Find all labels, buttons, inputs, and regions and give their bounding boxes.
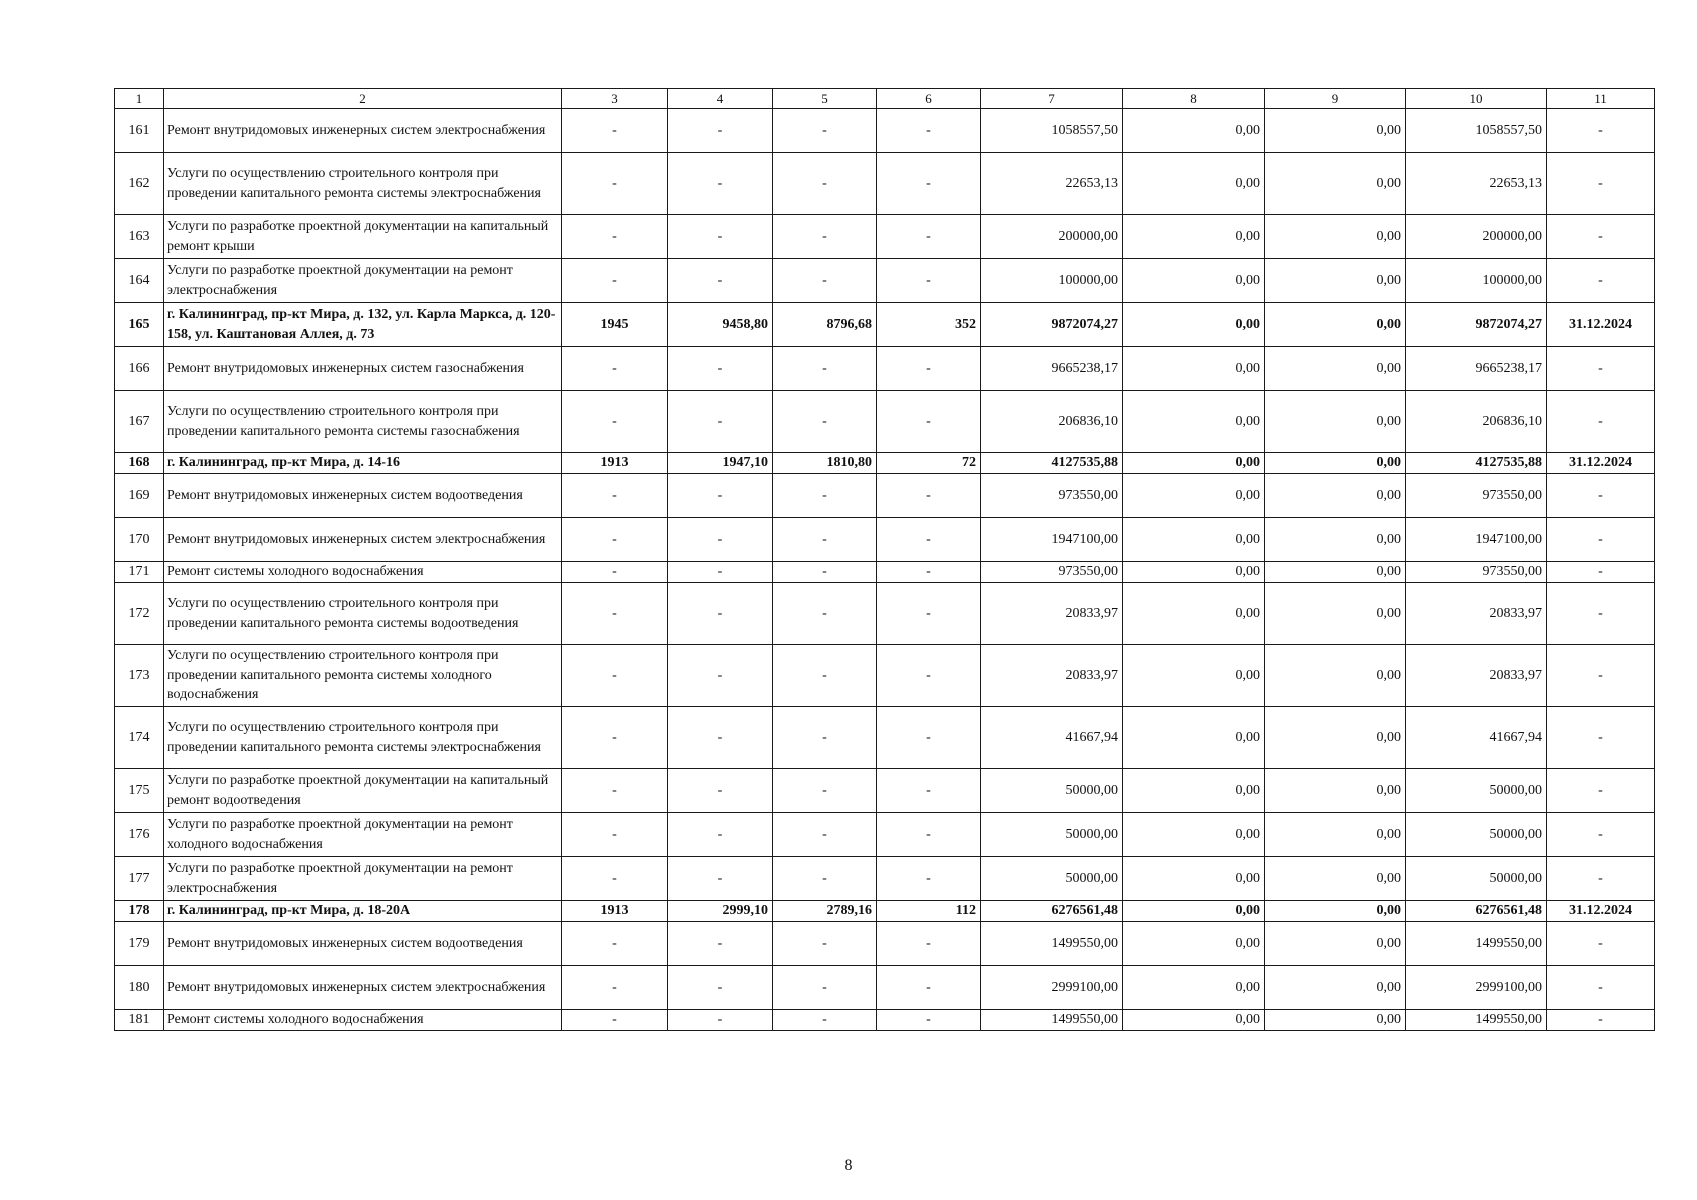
cell-col-4: 2999,10 (668, 901, 773, 922)
cell-col-10: 20833,97 (1406, 583, 1547, 645)
cell-col-11: - (1547, 347, 1655, 391)
row-number: 175 (115, 769, 164, 813)
cell-col-6: - (877, 259, 981, 303)
cell-col-7: 4127535,88 (981, 453, 1123, 474)
cell-col-10: 1499550,00 (1406, 922, 1547, 966)
cell-col-10: 1058557,50 (1406, 109, 1547, 153)
table-row (115, 453, 1655, 474)
cell-col-11: - (1547, 966, 1655, 1010)
cell-col-7: 20833,97 (981, 583, 1123, 645)
row-number: 166 (115, 347, 164, 391)
cell-col-10: 1499550,00 (1406, 1010, 1547, 1031)
cell-col-9: 0,00 (1265, 259, 1406, 303)
header-row (115, 89, 1655, 109)
cell-col-5: - (773, 518, 877, 562)
cell-col-8: 0,00 (1123, 583, 1265, 645)
work-description: Услуги по осуществлению строительного контроля при проведении капитального ремонта системы водоотведения (164, 583, 562, 645)
cell-col-10: 50000,00 (1406, 813, 1547, 857)
cell-col-6: - (877, 583, 981, 645)
table-row (115, 109, 1655, 153)
cell-col-8: 0,00 (1123, 769, 1265, 813)
cell-col-8: 0,00 (1123, 391, 1265, 453)
cell-col-6: - (877, 813, 981, 857)
cell-col-7: 1058557,50 (981, 109, 1123, 153)
cell-col-3: 1945 (562, 303, 668, 347)
cell-col-11: - (1547, 645, 1655, 707)
table-row (115, 347, 1655, 391)
work-description: г. Калининград, пр-кт Мира, д. 132, ул. Карла Маркса, д. 120-158, ул. Каштановая Аллея, д. 73 (164, 303, 562, 347)
cell-col-9: 0,00 (1265, 645, 1406, 707)
cell-col-3: - (562, 259, 668, 303)
cell-col-3: - (562, 966, 668, 1010)
row-number: 171 (115, 562, 164, 583)
cell-col-6: - (877, 645, 981, 707)
cell-col-5: - (773, 583, 877, 645)
cell-col-11: - (1547, 259, 1655, 303)
cell-col-9: 0,00 (1265, 966, 1406, 1010)
cell-col-4: - (668, 583, 773, 645)
row-number: 162 (115, 153, 164, 215)
cell-col-8: 0,00 (1123, 966, 1265, 1010)
cell-col-4: 9458,80 (668, 303, 773, 347)
cell-col-4: - (668, 857, 773, 901)
cell-col-10: 4127535,88 (1406, 453, 1547, 474)
cell-col-10: 20833,97 (1406, 645, 1547, 707)
cell-col-5: - (773, 857, 877, 901)
column-number: 10 (1406, 89, 1547, 109)
work-description: Ремонт внутридомовых инженерных систем электроснабжения (164, 109, 562, 153)
cell-col-11: - (1547, 857, 1655, 901)
work-description: Услуги по разработке проектной документации на ремонт электроснабжения (164, 259, 562, 303)
cell-col-5: - (773, 562, 877, 583)
row-number: 169 (115, 474, 164, 518)
cell-col-3: - (562, 769, 668, 813)
cell-col-3: - (562, 153, 668, 215)
cell-col-3: - (562, 583, 668, 645)
row-number: 167 (115, 391, 164, 453)
cell-col-11: - (1547, 922, 1655, 966)
cell-col-11: - (1547, 153, 1655, 215)
cell-col-11: - (1547, 813, 1655, 857)
cell-col-3: - (562, 813, 668, 857)
cell-col-6: - (877, 1010, 981, 1031)
cell-col-9: 0,00 (1265, 583, 1406, 645)
cell-col-9: 0,00 (1265, 518, 1406, 562)
table-row (115, 391, 1655, 453)
cell-col-5: - (773, 645, 877, 707)
cell-col-5: - (773, 391, 877, 453)
column-number: 4 (668, 89, 773, 109)
cell-col-4: - (668, 645, 773, 707)
cell-col-4: - (668, 109, 773, 153)
column-number: 11 (1547, 89, 1655, 109)
table-row (115, 215, 1655, 259)
cell-col-6: - (877, 707, 981, 769)
cell-col-9: 0,00 (1265, 1010, 1406, 1031)
row-number: 163 (115, 215, 164, 259)
table-row (115, 153, 1655, 215)
table-row (115, 901, 1655, 922)
cell-col-9: 0,00 (1265, 707, 1406, 769)
cell-col-3: - (562, 347, 668, 391)
row-number: 164 (115, 259, 164, 303)
cell-col-9: 0,00 (1265, 347, 1406, 391)
table-row (115, 966, 1655, 1010)
cell-col-4: - (668, 391, 773, 453)
cell-col-10: 206836,10 (1406, 391, 1547, 453)
cell-col-6: - (877, 215, 981, 259)
cell-col-7: 206836,10 (981, 391, 1123, 453)
cell-col-5: - (773, 215, 877, 259)
cell-col-11: 31.12.2024 (1547, 453, 1655, 474)
cell-col-9: 0,00 (1265, 901, 1406, 922)
cell-col-10: 22653,13 (1406, 153, 1547, 215)
cell-col-6: - (877, 769, 981, 813)
work-description: Ремонт системы холодного водоснабжения (164, 562, 562, 583)
cell-col-10: 2999100,00 (1406, 966, 1547, 1010)
cell-col-11: - (1547, 562, 1655, 583)
cell-col-4: 1947,10 (668, 453, 773, 474)
work-description: Ремонт внутридомовых инженерных систем электроснабжения (164, 966, 562, 1010)
cell-col-5: 8796,68 (773, 303, 877, 347)
cell-col-8: 0,00 (1123, 474, 1265, 518)
cell-col-4: - (668, 215, 773, 259)
table-body (115, 89, 1655, 1031)
work-description: Услуги по разработке проектной документации на ремонт электроснабжения (164, 857, 562, 901)
cell-col-3: - (562, 474, 668, 518)
row-number: 179 (115, 922, 164, 966)
page-number: 8 (844, 1157, 853, 1174)
work-description: Ремонт системы холодного водоснабжения (164, 1010, 562, 1031)
cell-col-8: 0,00 (1123, 562, 1265, 583)
cell-col-4: - (668, 474, 773, 518)
column-number: 3 (562, 89, 668, 109)
column-number: 6 (877, 89, 981, 109)
cell-col-11: - (1547, 1010, 1655, 1031)
cell-col-9: 0,00 (1265, 453, 1406, 474)
cell-col-10: 973550,00 (1406, 562, 1547, 583)
cell-col-5: - (773, 966, 877, 1010)
table-row (115, 813, 1655, 857)
column-number: 1 (115, 89, 164, 109)
cell-col-6: - (877, 109, 981, 153)
cell-col-3: - (562, 562, 668, 583)
work-description: Услуги по осуществлению строительного контроля при проведении капитального ремонта системы электроснабжения (164, 707, 562, 769)
table-row (115, 707, 1655, 769)
cell-col-4: - (668, 518, 773, 562)
column-number: 2 (164, 89, 562, 109)
cell-col-11: - (1547, 474, 1655, 518)
cell-col-8: 0,00 (1123, 109, 1265, 153)
cell-col-10: 973550,00 (1406, 474, 1547, 518)
cell-col-3: - (562, 707, 668, 769)
cell-col-6: - (877, 518, 981, 562)
column-number: 9 (1265, 89, 1406, 109)
cell-col-9: 0,00 (1265, 562, 1406, 583)
cell-col-4: - (668, 966, 773, 1010)
cell-col-6: - (877, 153, 981, 215)
work-description: Ремонт внутридомовых инженерных систем водоотведения (164, 922, 562, 966)
cell-col-11: - (1547, 583, 1655, 645)
table-row (115, 922, 1655, 966)
cell-col-4: - (668, 1010, 773, 1031)
cell-col-4: - (668, 153, 773, 215)
cell-col-7: 9872074,27 (981, 303, 1123, 347)
cell-col-4: - (668, 813, 773, 857)
cell-col-3: - (562, 215, 668, 259)
cell-col-7: 1499550,00 (981, 1010, 1123, 1031)
cell-col-8: 0,00 (1123, 453, 1265, 474)
work-description: Услуги по осуществлению строительного контроля при проведении капитального ремонта системы газоснабжения (164, 391, 562, 453)
cell-col-9: 0,00 (1265, 769, 1406, 813)
cell-col-4: - (668, 922, 773, 966)
cell-col-9: 0,00 (1265, 813, 1406, 857)
work-description: Услуги по разработке проектной документации на капитальный ремонт крыши (164, 215, 562, 259)
work-description: Ремонт внутридомовых инженерных систем электроснабжения (164, 518, 562, 562)
table-row (115, 645, 1655, 707)
cell-col-8: 0,00 (1123, 813, 1265, 857)
cell-col-6: - (877, 857, 981, 901)
work-description: Услуги по осуществлению строительного контроля при проведении капитального ремонта системы электроснабжения (164, 153, 562, 215)
cell-col-10: 100000,00 (1406, 259, 1547, 303)
cell-col-11: 31.12.2024 (1547, 901, 1655, 922)
row-number: 176 (115, 813, 164, 857)
cell-col-10: 6276561,48 (1406, 901, 1547, 922)
cell-col-11: - (1547, 518, 1655, 562)
cell-col-5: - (773, 813, 877, 857)
row-number: 180 (115, 966, 164, 1010)
cell-col-5: - (773, 153, 877, 215)
cell-col-4: - (668, 562, 773, 583)
cell-col-8: 0,00 (1123, 645, 1265, 707)
cell-col-8: 0,00 (1123, 707, 1265, 769)
cell-col-11: - (1547, 391, 1655, 453)
cell-col-10: 9872074,27 (1406, 303, 1547, 347)
cell-col-11: 31.12.2024 (1547, 303, 1655, 347)
cell-col-3: - (562, 518, 668, 562)
work-description: Услуги по разработке проектной документации на ремонт холодного водоснабжения (164, 813, 562, 857)
cell-col-7: 200000,00 (981, 215, 1123, 259)
cell-col-8: 0,00 (1123, 215, 1265, 259)
cell-col-9: 0,00 (1265, 153, 1406, 215)
table-row (115, 857, 1655, 901)
cell-col-5: - (773, 922, 877, 966)
table-row (115, 474, 1655, 518)
cell-col-7: 2999100,00 (981, 966, 1123, 1010)
cell-col-3: - (562, 109, 668, 153)
row-number: 168 (115, 453, 164, 474)
row-number: 173 (115, 645, 164, 707)
cell-col-11: - (1547, 769, 1655, 813)
cell-col-3: - (562, 391, 668, 453)
cell-col-7: 50000,00 (981, 857, 1123, 901)
cell-col-8: 0,00 (1123, 901, 1265, 922)
cell-col-3: - (562, 922, 668, 966)
cell-col-6: - (877, 966, 981, 1010)
cell-col-5: - (773, 769, 877, 813)
cell-col-7: 1947100,00 (981, 518, 1123, 562)
cell-col-7: 973550,00 (981, 562, 1123, 583)
cell-col-6: 352 (877, 303, 981, 347)
cell-col-6: - (877, 474, 981, 518)
cell-col-9: 0,00 (1265, 109, 1406, 153)
work-description: Услуги по разработке проектной документации на капитальный ремонт водоотведения (164, 769, 562, 813)
cell-col-10: 200000,00 (1406, 215, 1547, 259)
work-description: Услуги по осуществлению строительного контроля при проведении капитального ремонта системы холодного водоснабжения (164, 645, 562, 707)
cell-col-8: 0,00 (1123, 857, 1265, 901)
cell-col-3: - (562, 645, 668, 707)
cell-col-5: - (773, 109, 877, 153)
cell-col-8: 0,00 (1123, 347, 1265, 391)
cell-col-11: - (1547, 215, 1655, 259)
cell-col-6: - (877, 562, 981, 583)
cell-col-4: - (668, 769, 773, 813)
row-number: 172 (115, 583, 164, 645)
cell-col-7: 973550,00 (981, 474, 1123, 518)
cell-col-3: 1913 (562, 453, 668, 474)
cell-col-10: 1947100,00 (1406, 518, 1547, 562)
cell-col-7: 22653,13 (981, 153, 1123, 215)
cell-col-7: 50000,00 (981, 813, 1123, 857)
cell-col-5: - (773, 259, 877, 303)
row-number: 181 (115, 1010, 164, 1031)
cell-col-6: - (877, 347, 981, 391)
work-description: г. Калининград, пр-кт Мира, д. 18-20А (164, 901, 562, 922)
cell-col-9: 0,00 (1265, 474, 1406, 518)
table-row (115, 518, 1655, 562)
cell-col-3: - (562, 857, 668, 901)
cell-col-5: - (773, 707, 877, 769)
cell-col-9: 0,00 (1265, 303, 1406, 347)
table-row (115, 769, 1655, 813)
cell-col-6: 72 (877, 453, 981, 474)
cell-col-11: - (1547, 109, 1655, 153)
column-number: 5 (773, 89, 877, 109)
cell-col-10: 9665238,17 (1406, 347, 1547, 391)
cell-col-7: 1499550,00 (981, 922, 1123, 966)
cell-col-4: - (668, 347, 773, 391)
cell-col-5: - (773, 347, 877, 391)
table-row (115, 1010, 1655, 1031)
cell-col-8: 0,00 (1123, 518, 1265, 562)
table-row (115, 259, 1655, 303)
row-number: 174 (115, 707, 164, 769)
column-number: 7 (981, 89, 1123, 109)
cell-col-5: - (773, 474, 877, 518)
cell-col-8: 0,00 (1123, 922, 1265, 966)
row-number: 161 (115, 109, 164, 153)
table-row (115, 303, 1655, 347)
cell-col-8: 0,00 (1123, 1010, 1265, 1031)
cell-col-6: 112 (877, 901, 981, 922)
cell-col-9: 0,00 (1265, 922, 1406, 966)
cell-col-8: 0,00 (1123, 153, 1265, 215)
cell-col-4: - (668, 259, 773, 303)
cell-col-7: 41667,94 (981, 707, 1123, 769)
cell-col-10: 41667,94 (1406, 707, 1547, 769)
cell-col-8: 0,00 (1123, 259, 1265, 303)
cell-col-8: 0,00 (1123, 303, 1265, 347)
cell-col-11: - (1547, 707, 1655, 769)
row-number: 178 (115, 901, 164, 922)
work-description: г. Калининград, пр-кт Мира, д. 14-16 (164, 453, 562, 474)
table-row (115, 583, 1655, 645)
cell-col-9: 0,00 (1265, 857, 1406, 901)
cell-col-6: - (877, 922, 981, 966)
cell-col-3: 1913 (562, 901, 668, 922)
cell-col-9: 0,00 (1265, 391, 1406, 453)
cell-col-4: - (668, 707, 773, 769)
cell-col-5: 2789,16 (773, 901, 877, 922)
column-number: 8 (1123, 89, 1265, 109)
cell-col-7: 100000,00 (981, 259, 1123, 303)
cell-col-7: 20833,97 (981, 645, 1123, 707)
row-number: 165 (115, 303, 164, 347)
cell-col-6: - (877, 391, 981, 453)
work-description: Ремонт внутридомовых инженерных систем водоотведения (164, 474, 562, 518)
cell-col-7: 9665238,17 (981, 347, 1123, 391)
table-row (115, 562, 1655, 583)
cell-col-5: 1810,80 (773, 453, 877, 474)
cell-col-5: - (773, 1010, 877, 1031)
cell-col-3: - (562, 1010, 668, 1031)
cell-col-9: 0,00 (1265, 215, 1406, 259)
cell-col-7: 50000,00 (981, 769, 1123, 813)
cell-col-10: 50000,00 (1406, 857, 1547, 901)
cell-col-7: 6276561,48 (981, 901, 1123, 922)
cell-col-10: 50000,00 (1406, 769, 1547, 813)
row-number: 170 (115, 518, 164, 562)
work-description: Ремонт внутридомовых инженерных систем газоснабжения (164, 347, 562, 391)
row-number: 177 (115, 857, 164, 901)
works-table (114, 88, 1655, 1031)
